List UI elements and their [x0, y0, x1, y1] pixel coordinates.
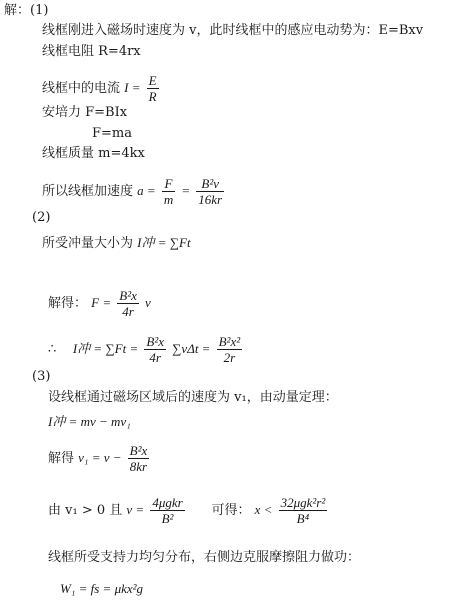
force-denominator: 4r [122, 304, 134, 319]
resistance-line: 线框电阻 R=4rx [42, 44, 141, 59]
force-lhs: F = [91, 295, 112, 310]
impulse-result-numerator-1: B²x [146, 334, 165, 349]
acceleration-numerator-1: F [162, 176, 175, 192]
result-label: 可得： [211, 503, 251, 518]
force-velocity: v [145, 295, 151, 310]
impulse-label: 所受冲量大小为 [42, 236, 134, 251]
v1-solution-label: 解得 [48, 451, 75, 466]
acceleration-lhs: a = [137, 183, 156, 198]
acceleration-equals: = [181, 183, 191, 198]
force-solution-line [48, 288, 151, 319]
newton-line: F=ma [92, 126, 132, 141]
condition-label: 由 v₁ > 0 且 [48, 503, 123, 518]
acceleration-fraction-2 [196, 176, 224, 207]
condition-line [48, 495, 329, 526]
emf-line: 线框刚进入磁场时速度为 v，此时线框中的感应电动势为：E=Bxv [42, 23, 424, 38]
impulse-result-denominator-2: 2r [223, 350, 236, 365]
force-numerator: B²x [119, 288, 137, 303]
acceleration-denominator-2: 16kr [198, 192, 223, 207]
x-lhs: x < [254, 502, 273, 517]
current-label: 线框中的电流 [42, 81, 121, 96]
x-denominator: B⁴ [296, 511, 310, 526]
part1-heading: 解：(1) [4, 3, 49, 18]
impulse-result-fraction-1 [144, 334, 166, 365]
impulse-result-line [48, 334, 244, 365]
impulse-result-fraction-2 [217, 334, 243, 365]
acceleration-denominator-1: m [163, 192, 174, 207]
current-line [42, 73, 161, 104]
momentum-equation [48, 413, 131, 432]
momentum-theorem-line: 设线框通过磁场区域后的速度为 v₁，由动量定理： [48, 390, 338, 405]
work-formula: W₁ = fs = μkx²g [60, 581, 144, 596]
v1-fraction [128, 443, 150, 474]
current-denominator: R [148, 89, 157, 104]
impulse-result-denominator-1: 4r [149, 350, 161, 365]
part3-heading: (3) [32, 369, 51, 384]
v1-numerator: B²x [129, 443, 148, 458]
current-lhs: I = [124, 80, 141, 95]
acceleration-label: 所以线框加速度 [42, 184, 134, 199]
therefore-symbol: ∴ [48, 342, 57, 357]
acceleration-fraction-1 [162, 176, 175, 207]
v1-denominator: 8kr [129, 459, 148, 474]
force-fraction [117, 288, 139, 319]
impulse-formula: I冲 = ∑Ft [137, 235, 191, 250]
impulse-result-numerator-2: B²x² [218, 334, 241, 349]
ampere-force-line: 安培力 F=BIx [42, 105, 128, 120]
force-solution-label: 解得： [48, 296, 88, 311]
acceleration-numerator-2: B²v [196, 176, 224, 192]
v-fraction [150, 495, 184, 526]
v-numerator: 4μgkr [152, 495, 183, 510]
v-lhs: v = [126, 502, 145, 517]
impulse-result-middle: ∑vΔt = [172, 341, 211, 356]
acceleration-line [42, 176, 226, 207]
v1-solution-line [48, 443, 151, 474]
v1-lhs: v₁ = v − [78, 450, 122, 465]
v-denominator: B² [161, 511, 174, 526]
current-fraction [147, 73, 159, 104]
momentum-formula: I冲 = mv − mv₁ [48, 414, 131, 429]
impulse-result-lhs: I冲 = ∑Ft = [72, 341, 139, 356]
current-numerator: E [148, 73, 157, 88]
mass-line: 线框质量 m=4kx [42, 146, 145, 161]
x-fraction [279, 495, 328, 526]
impulse-line [42, 234, 191, 253]
part2-heading: (2) [32, 210, 51, 225]
x-numerator: 32μgk²r² [280, 495, 326, 510]
friction-work-line: 线框所受支持力均匀分布，右侧边克服摩擦阻力做功： [48, 550, 361, 565]
